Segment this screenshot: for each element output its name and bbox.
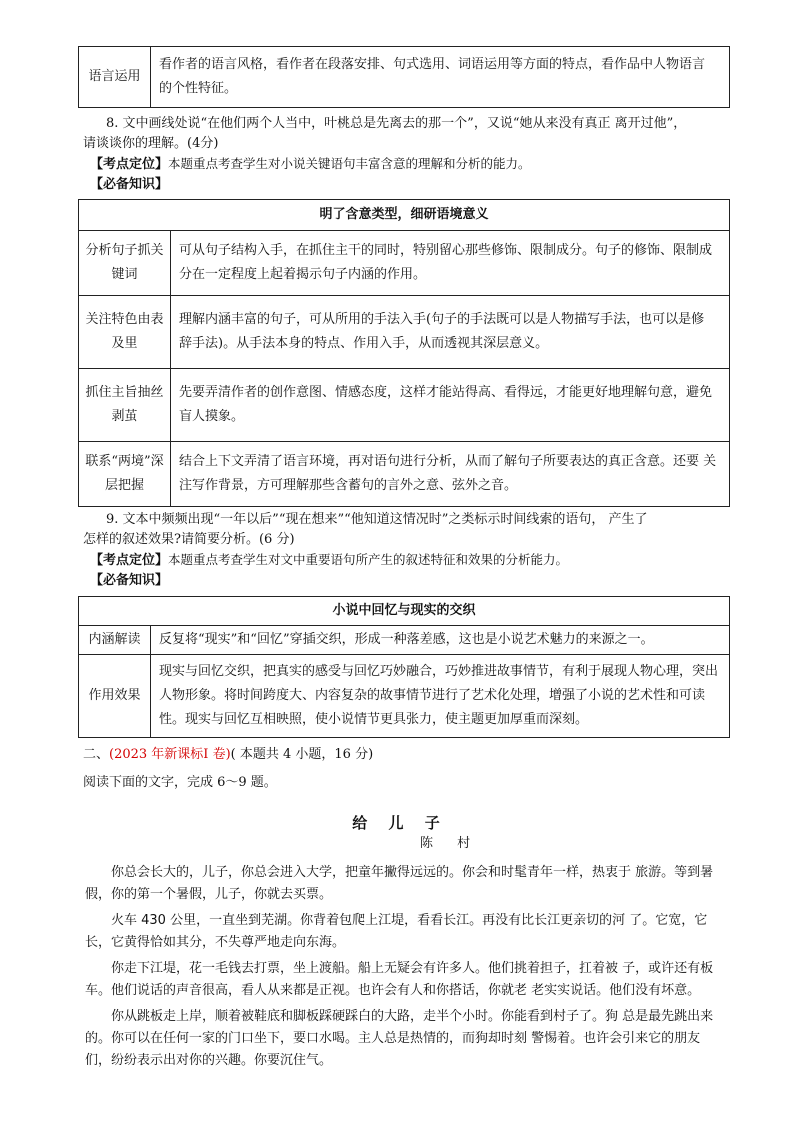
row-content: 可从句子结构入手，在抓住主干的同时，特别留心那些修饰、限制成分。句子的修饰、限制成 分在一定程度上起着揭示句子内涵的作用。 <box>171 231 730 296</box>
table-header-row <box>79 200 730 231</box>
row-label: 内涵解读 <box>79 626 151 655</box>
story-paragraph: 你总会长大的，儿子，你总会进入大学，把童年撇得远远的。你会和时髦青年一样，热衷于 旅游。等到暑假，你的第一个暑假，儿子，你就去买票。 <box>85 865 714 902</box>
row-label: 语言运用 <box>79 47 151 108</box>
row-label: 关注特色由表及里 <box>79 296 171 369</box>
story-body <box>85 862 725 1076</box>
kaodian-tag: 【考点定位】 <box>90 157 169 172</box>
section-prefix: 二、 <box>83 747 110 762</box>
table-row <box>79 47 730 108</box>
question-9-line2: 怎样的叙述效果?请简要分析。(6 分) <box>83 532 295 547</box>
story-paragraph: 你从跳板走上岸，顺着被鞋底和脚板踩硬踩白的大路，走半个小时。你能看到村子了。狗 总是最先跳出来的。你可以在任何一家的门口坐下，要口水喝。主人总是热情的，而狗却时刻 警惕着。也许会引来它的朋友们，纷纷表示出对你的兴趣。你要沉住气。 <box>85 1009 714 1068</box>
row-content: 先要弄清作者的创作意图、情感态度，这样才能站得高、看得远，才能更好地理解句意，避免盲人摸象。 <box>171 369 730 442</box>
story-author: 陈 村 <box>420 836 481 851</box>
row-content: 结合上下文弄清了语言环境，再对语句进行分析，从而了解句子所要表达的真正含意。还要 关注写作背景，方可理解那些含蓄句的言外之意、弦外之音。 <box>171 442 730 507</box>
question-8-line1: 8. 文中画线处说“在他们两个人当中，叶桃总是先离去的那一个”，又说“她从来没有真正 离开过他”， <box>106 116 687 131</box>
reading-instruction: 阅读下面的文字，完成 6～9 题。 <box>83 775 277 790</box>
kaodian-8 <box>90 153 531 176</box>
row-content: 看作者的语言风格，看作者在段落安排、句式选用、词语运用等方面的特点，看作品中人物语言 的个性特征。 <box>151 47 730 108</box>
row-content: 理解内涵丰富的句子，可从所用的手法入手(句子的手法既可以是人物描写手法，也可以是修 辞手法)。从手法本身的特点、作用入手，从而透视其深层意义。 <box>171 296 730 369</box>
kaodian-tag: 【考点定位】 <box>90 553 169 568</box>
row-content: 现实与回忆交织，把真实的感受与回忆巧妙融合，巧妙推进故事情节，有利于展现人物心理，突出人物形象。将时间跨度大、内容复杂的故事情节进行了艺术化处理，增强了小说的艺术性和可读性。现实与回忆互相映照，使小说情节更具张力，使主题更加厚重而深刻。 <box>151 655 730 738</box>
question-8-line2: 请谈谈你的理解。(4分) <box>83 136 219 151</box>
table-header: 小说中回忆与现实的交织 <box>79 597 730 626</box>
story-paragraph: 火车 430 公里，一直坐到芜湖。你背着包爬上江堤，看看长江。再没有比长江更亲切的河 了。它宽，它长，它黄得恰如其分，不失尊严地走向东海。 <box>85 913 708 950</box>
row-label: 分析句子抓关键词 <box>79 231 171 296</box>
row-content: 反复将“现实”和“回忆”穿插交织，形成一种落差感，这也是小说艺术魅力的来源之一。 <box>151 626 730 655</box>
table-row <box>79 442 730 507</box>
section-source: (2023 年新课标Ⅰ 卷) <box>109 747 231 762</box>
story-title: 给 儿 子 <box>352 814 448 832</box>
section-heading <box>83 744 373 766</box>
row-label: 抓住主旨抽丝剥茧 <box>79 369 171 442</box>
table-header-row <box>79 597 730 626</box>
row-label: 作用效果 <box>79 655 151 738</box>
kaodian-text: 本题重点考查学生对小说关键语句丰富含意的理解和分析的能力。 <box>168 156 531 171</box>
table-row <box>79 296 730 369</box>
bibei-9: 【必备知识】 <box>90 573 169 588</box>
question-9-line1: 9. 文本中频频出现“一年以后”“现在想来”“他知道这情况时”之类标示时间线索的语句， 产生了 <box>106 512 648 527</box>
table-row <box>79 626 730 655</box>
table-row <box>79 655 730 738</box>
knowledge-table-9 <box>78 596 730 738</box>
story-paragraph: 你走下江堤，花一毛钱去打票，坐上渡船。船上无疑会有许多人。他们挑着担子，扛着被 子，或许还有板车。他们说话的声音很高，看人从来都是正视。也许会有人和你搭话，你就老 老实实说话。他们没有坏意。 <box>85 961 714 998</box>
kaodian-9 <box>90 549 568 572</box>
table-row <box>79 369 730 442</box>
bibei-8: 【必备知识】 <box>90 177 169 192</box>
knowledge-table-8 <box>78 199 730 507</box>
row-label: 联系“两境”深层把握 <box>79 442 171 507</box>
language-usage-table <box>78 46 730 108</box>
table-header: 明了含意类型，细研语境意义 <box>79 200 730 231</box>
section-suffix: ( 本题共 4 小题，16 分) <box>230 747 374 762</box>
table-row <box>79 231 730 296</box>
kaodian-text: 本题重点考查学生对文中重要语句所产生的叙述特征和效果的分析能力。 <box>168 552 569 567</box>
